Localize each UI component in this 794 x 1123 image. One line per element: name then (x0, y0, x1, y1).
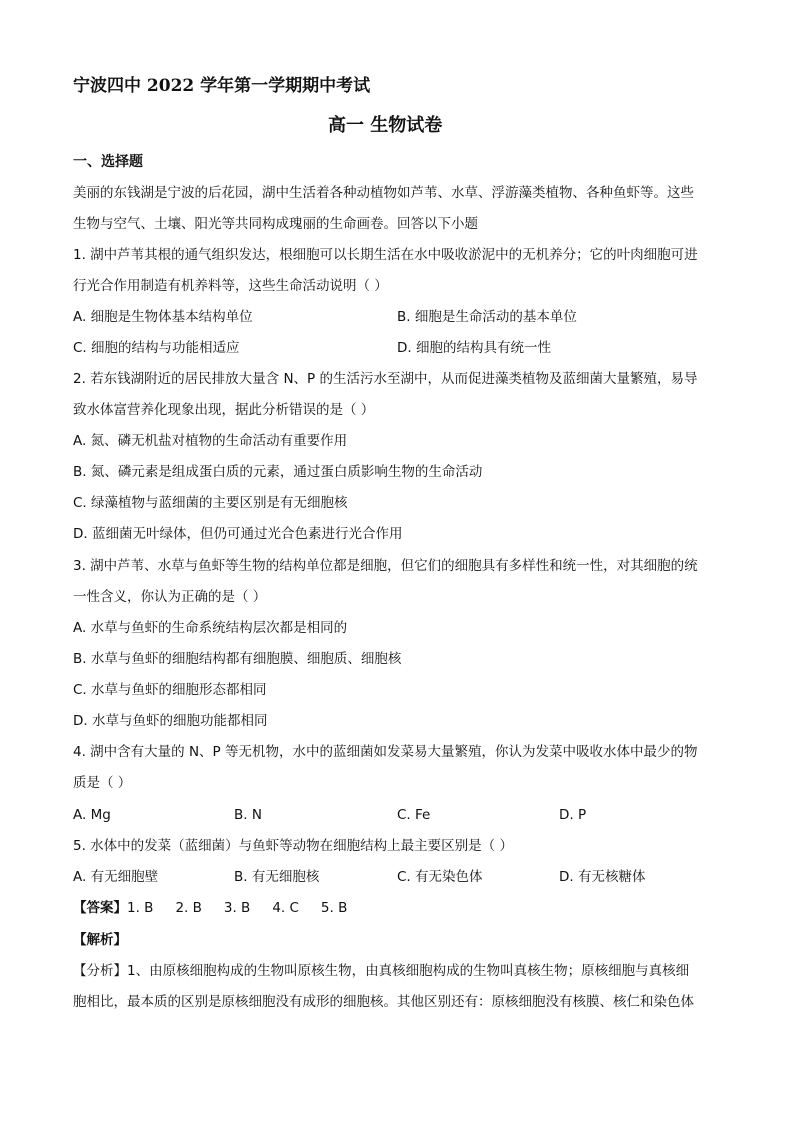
answer-item: 4. C (272, 900, 299, 916)
q5-option-a: A. 有无细胞壁 (73, 869, 159, 885)
q4-option-b: B. N (234, 807, 262, 823)
question-5-text: 5. 水体中的发菜（蓝细菌）与鱼虾等动物在细胞结构上最主要区别是（ ） (73, 838, 513, 854)
q3-option-a: A. 水草与鱼虾的生命系统结构层次都是相同的 (73, 620, 348, 636)
q4-option-c: C. Fe (397, 807, 431, 823)
section-title: 一、选择题 (73, 154, 143, 170)
exam-title: 宁波四中 2022 学年第一学期期中考试 (73, 76, 371, 96)
analysis-label: 【解析】 (73, 932, 127, 948)
q4-option-a: A. Mg (73, 807, 111, 823)
question-1-text: 行光合作用制造有机养料等，这些生命活动说明（ ） (73, 278, 388, 294)
q4-option-d: D. P (559, 807, 587, 823)
q2-option-a: A. 氮、磷无机盐对植物的生命活动有重要作用 (73, 433, 348, 449)
question-3-text: 3. 湖中芦苇、水草与鱼虾等生物的结构单位都是细胞，但它们的细胞具有多样性和统一性，对其细胞的统 (73, 558, 698, 574)
q1-option-c: C. 细胞的结构与功能相适应 (73, 340, 240, 356)
q2-option-d: D. 蓝细菌无叶绿体，但仍可通过光合色素进行光合作用 (73, 526, 403, 542)
intro-line: 生物与空气、土壤、阳光等共同构成瑰丽的生命画卷。回答以下小题 (73, 216, 478, 232)
q5-option-b: B. 有无细胞核 (234, 869, 320, 885)
question-4-text: 质是（ ） (73, 775, 132, 791)
q3-option-d: D. 水草与鱼虾的细胞功能都相同 (73, 713, 268, 729)
question-3-text: 一性含义，你认为正确的是（ ） (73, 589, 267, 605)
q5-option-d: D. 有无核糖体 (559, 869, 646, 885)
exam-subtitle: 高一 生物试卷 (328, 115, 443, 136)
answer-item: 1. B (127, 900, 154, 916)
answer-label: 【答案】 (73, 900, 127, 916)
answer-item: 3. B (223, 900, 251, 916)
q1-option-a: A. 细胞是生物体基本结构单位 (73, 309, 253, 325)
analysis-text: 【分析】1、由原核细胞构成的生物叫原核生物，由真核细胞构成的生物叫真核生物；原核细胞与真核细 (73, 963, 690, 979)
q1-option-b: B. 细胞是生命活动的基本单位 (397, 309, 577, 325)
answer-row (73, 898, 369, 918)
answer-item: 2. B (175, 900, 202, 916)
question-1-text: 1. 湖中芦苇其根的通气组织发达，根细胞可以长期生活在水中吸收淤泥中的无机养分；它的叶肉细胞可进 (73, 247, 698, 263)
analysis-text: 胞相比，最本质的区别是原核细胞没有成形的细胞核。其他区别还有：原核细胞没有核膜、核仁和染色体 (73, 994, 694, 1010)
q2-option-b: B. 氮、磷元素是组成蛋白质的元素，通过蛋白质影响生物的生命活动 (73, 464, 483, 480)
intro-line: 美丽的东钱湖是宁波的后花园，湖中生活着各种动植物如芦苇、水草、浮游藻类植物、各种鱼虾等。这些 (73, 185, 694, 201)
q1-option-d: D. 细胞的结构具有统一性 (397, 340, 551, 356)
answer-item: 5. B (320, 900, 348, 916)
q5-option-c: C. 有无染色体 (397, 869, 483, 885)
q3-option-c: C. 水草与鱼虾的细胞形态都相同 (73, 682, 267, 698)
question-2-text: 2. 若东钱湖附近的居民排放大量含 N、P 的生活污水至湖中，从而促进藻类植物及蓝细菌大量繁殖，易导 (73, 371, 698, 387)
q2-option-c: C. 绿藻植物与蓝细菌的主要区别是有无细胞核 (73, 495, 348, 511)
q3-option-b: B. 水草与鱼虾的细胞结构都有细胞膜、细胞质、细胞核 (73, 651, 402, 667)
question-2-text: 致水体富营养化现象出现，据此分析错误的是（ ） (73, 402, 375, 418)
question-4-text: 4. 湖中含有大量的 N、P 等无机物，水中的蓝细菌如发菜易大量繁殖，你认为发菜中吸收水体中最少的物 (73, 744, 698, 760)
